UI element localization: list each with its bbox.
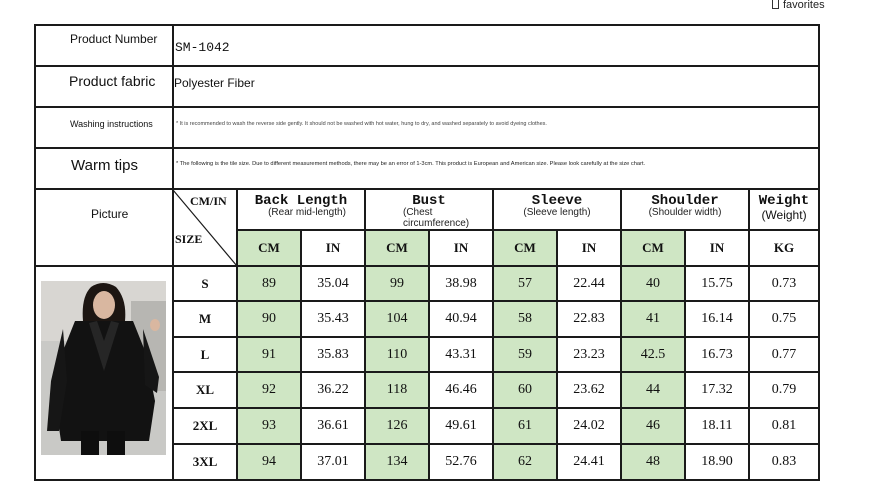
value-cell: 17.32 bbox=[701, 381, 733, 397]
value-cell: 61 bbox=[518, 417, 532, 433]
value-cell: 48 bbox=[646, 453, 660, 469]
value-cell: 16.14 bbox=[701, 310, 733, 326]
value-cell: 18.90 bbox=[701, 453, 733, 469]
grid-line bbox=[818, 24, 820, 480]
value-cell: 62 bbox=[518, 453, 532, 469]
value-cell: 0.75 bbox=[771, 310, 797, 326]
size-cell: M bbox=[198, 310, 212, 326]
header-sleeve-title: Sleeve bbox=[531, 193, 583, 209]
header-sleeve-subtitle: (Sleeve length) bbox=[523, 207, 591, 218]
unit-cell: CM bbox=[642, 240, 664, 255]
value-cell: 57 bbox=[518, 275, 532, 291]
value-cell: 0.73 bbox=[771, 275, 797, 291]
value-cell: 49.61 bbox=[445, 417, 477, 433]
header-bust-title: Bust bbox=[412, 193, 446, 209]
value-cell: 22.44 bbox=[573, 275, 605, 291]
value-cell: 52.76 bbox=[445, 453, 477, 469]
value-cell: 0.83 bbox=[771, 453, 797, 469]
value-cell: 15.75 bbox=[701, 275, 733, 291]
grid-line bbox=[620, 188, 622, 480]
value-cell: 36.22 bbox=[317, 381, 349, 397]
header-shoulder-title: Shoulder bbox=[651, 193, 719, 209]
grid-line bbox=[237, 229, 820, 231]
favorites-label: favorites bbox=[783, 0, 825, 11]
header-back-length-title: Back Length bbox=[254, 193, 348, 209]
value-cell: 43.31 bbox=[445, 346, 477, 362]
value-cell: 23.23 bbox=[573, 346, 605, 362]
grid-line bbox=[34, 24, 820, 26]
header-bust-subtitle: (Chest circumference) bbox=[403, 207, 470, 229]
unit-cell: IN bbox=[709, 240, 725, 255]
header-shoulder bbox=[621, 195, 749, 219]
value-cell: 46 bbox=[646, 417, 660, 433]
value-cell: 18.11 bbox=[701, 417, 733, 433]
size-cell: S bbox=[201, 275, 209, 291]
value-cell: 22.83 bbox=[573, 310, 605, 326]
value-cell: 92 bbox=[262, 381, 276, 397]
grid-line bbox=[34, 479, 820, 481]
grid-line bbox=[34, 24, 36, 480]
unit-cell: IN bbox=[325, 240, 341, 255]
header-weight-subtitle: (Weight) bbox=[761, 208, 807, 222]
header-bust bbox=[365, 195, 493, 229]
value-cell: 38.98 bbox=[445, 275, 477, 291]
value-cell: 110 bbox=[386, 346, 408, 362]
fabric-label: Product fabric bbox=[69, 73, 156, 89]
value-cell: 91 bbox=[262, 346, 276, 362]
header-weight-title: Weight bbox=[758, 193, 810, 209]
picture-label: Picture bbox=[91, 207, 129, 221]
unit-cell: CM bbox=[386, 240, 408, 255]
value-cell: 60 bbox=[518, 381, 532, 397]
grid-line bbox=[364, 188, 366, 480]
product-number-label: Product Number bbox=[70, 32, 158, 46]
value-cell: 23.62 bbox=[573, 381, 605, 397]
header-back-length-subtitle: (Rear mid-length) bbox=[268, 207, 346, 218]
size-label: SIZE bbox=[175, 232, 203, 246]
value-cell: 89 bbox=[262, 275, 276, 291]
header-sleeve bbox=[493, 195, 621, 219]
grid-line bbox=[748, 188, 750, 480]
size-cell: L bbox=[200, 346, 210, 362]
grid-line bbox=[556, 229, 558, 480]
unit-cell: IN bbox=[581, 240, 597, 255]
grid-line bbox=[236, 188, 238, 480]
value-cell: 46.46 bbox=[445, 381, 477, 397]
grid-line bbox=[34, 65, 820, 67]
grid-line bbox=[172, 300, 820, 302]
grid-line bbox=[492, 188, 494, 480]
value-cell: 93 bbox=[262, 417, 276, 433]
value-cell: 35.43 bbox=[317, 310, 349, 326]
value-cell: 0.79 bbox=[771, 381, 797, 397]
grid-line bbox=[34, 265, 820, 267]
value-cell: 118 bbox=[386, 381, 408, 397]
value-cell: 42.5 bbox=[640, 346, 666, 362]
grid-line bbox=[428, 229, 430, 480]
value-cell: 37.01 bbox=[317, 453, 349, 469]
grid-line bbox=[172, 407, 820, 409]
grid-line bbox=[684, 229, 686, 480]
tips-value: * The following is the tile size. Due to different measurement methods, there may be an error of 1-3cm. This product is European and American size. Please look carefully at the size chart. bbox=[176, 161, 646, 167]
value-cell: 24.41 bbox=[573, 453, 605, 469]
grid-line bbox=[300, 229, 302, 480]
grid-line bbox=[172, 336, 820, 338]
header-weight bbox=[749, 195, 819, 221]
favorites-icon bbox=[772, 0, 779, 9]
unit-cell: KG bbox=[773, 240, 795, 255]
grid-line bbox=[34, 106, 820, 108]
washing-value: * It is recommended to wash the reverse side gently. It should not be washed with hot water, hung to dry, and washed separately to avoid dyeing clothes. bbox=[176, 121, 547, 127]
value-cell: 0.81 bbox=[771, 417, 797, 433]
product-photo bbox=[41, 281, 166, 455]
product-number-value: SM-1042 bbox=[175, 40, 230, 55]
unit-cell: CM bbox=[514, 240, 536, 255]
grid-line bbox=[172, 371, 820, 373]
favorites-link[interactable] bbox=[772, 0, 825, 11]
value-cell: 58 bbox=[518, 310, 532, 326]
header-shoulder-subtitle: (Shoulder width) bbox=[648, 207, 722, 218]
value-cell: 104 bbox=[386, 310, 408, 326]
fabric-value: Polyester Fiber bbox=[174, 76, 255, 90]
value-cell: 0.77 bbox=[771, 346, 797, 362]
value-cell: 99 bbox=[390, 275, 404, 291]
value-cell: 24.02 bbox=[573, 417, 605, 433]
size-cell: 2XL bbox=[192, 417, 218, 433]
value-cell: 44 bbox=[646, 381, 660, 397]
value-cell: 40 bbox=[646, 275, 660, 291]
size-cell: XL bbox=[195, 381, 215, 397]
value-cell: 40.94 bbox=[445, 310, 477, 326]
value-cell: 126 bbox=[386, 417, 408, 433]
size-cell: 3XL bbox=[192, 453, 218, 469]
unit-cell: CM bbox=[258, 240, 280, 255]
value-cell: 36.61 bbox=[317, 417, 349, 433]
grid-line bbox=[172, 443, 820, 445]
value-cell: 35.04 bbox=[317, 275, 349, 291]
grid-line bbox=[34, 188, 820, 190]
value-cell: 134 bbox=[386, 453, 408, 469]
header-back-length bbox=[237, 195, 365, 219]
cm-in-label: CM/IN bbox=[190, 194, 227, 208]
tips-label: Warm tips bbox=[71, 157, 138, 174]
value-cell: 35.83 bbox=[317, 346, 349, 362]
value-cell: 90 bbox=[262, 310, 276, 326]
value-cell: 59 bbox=[518, 346, 532, 362]
grid-line bbox=[172, 24, 174, 480]
value-cell: 16.73 bbox=[701, 346, 733, 362]
washing-label: Washing instructions bbox=[70, 119, 153, 129]
unit-cell: IN bbox=[453, 240, 469, 255]
value-cell: 41 bbox=[646, 310, 660, 326]
value-cell: 94 bbox=[262, 453, 276, 469]
grid-line bbox=[34, 147, 820, 149]
